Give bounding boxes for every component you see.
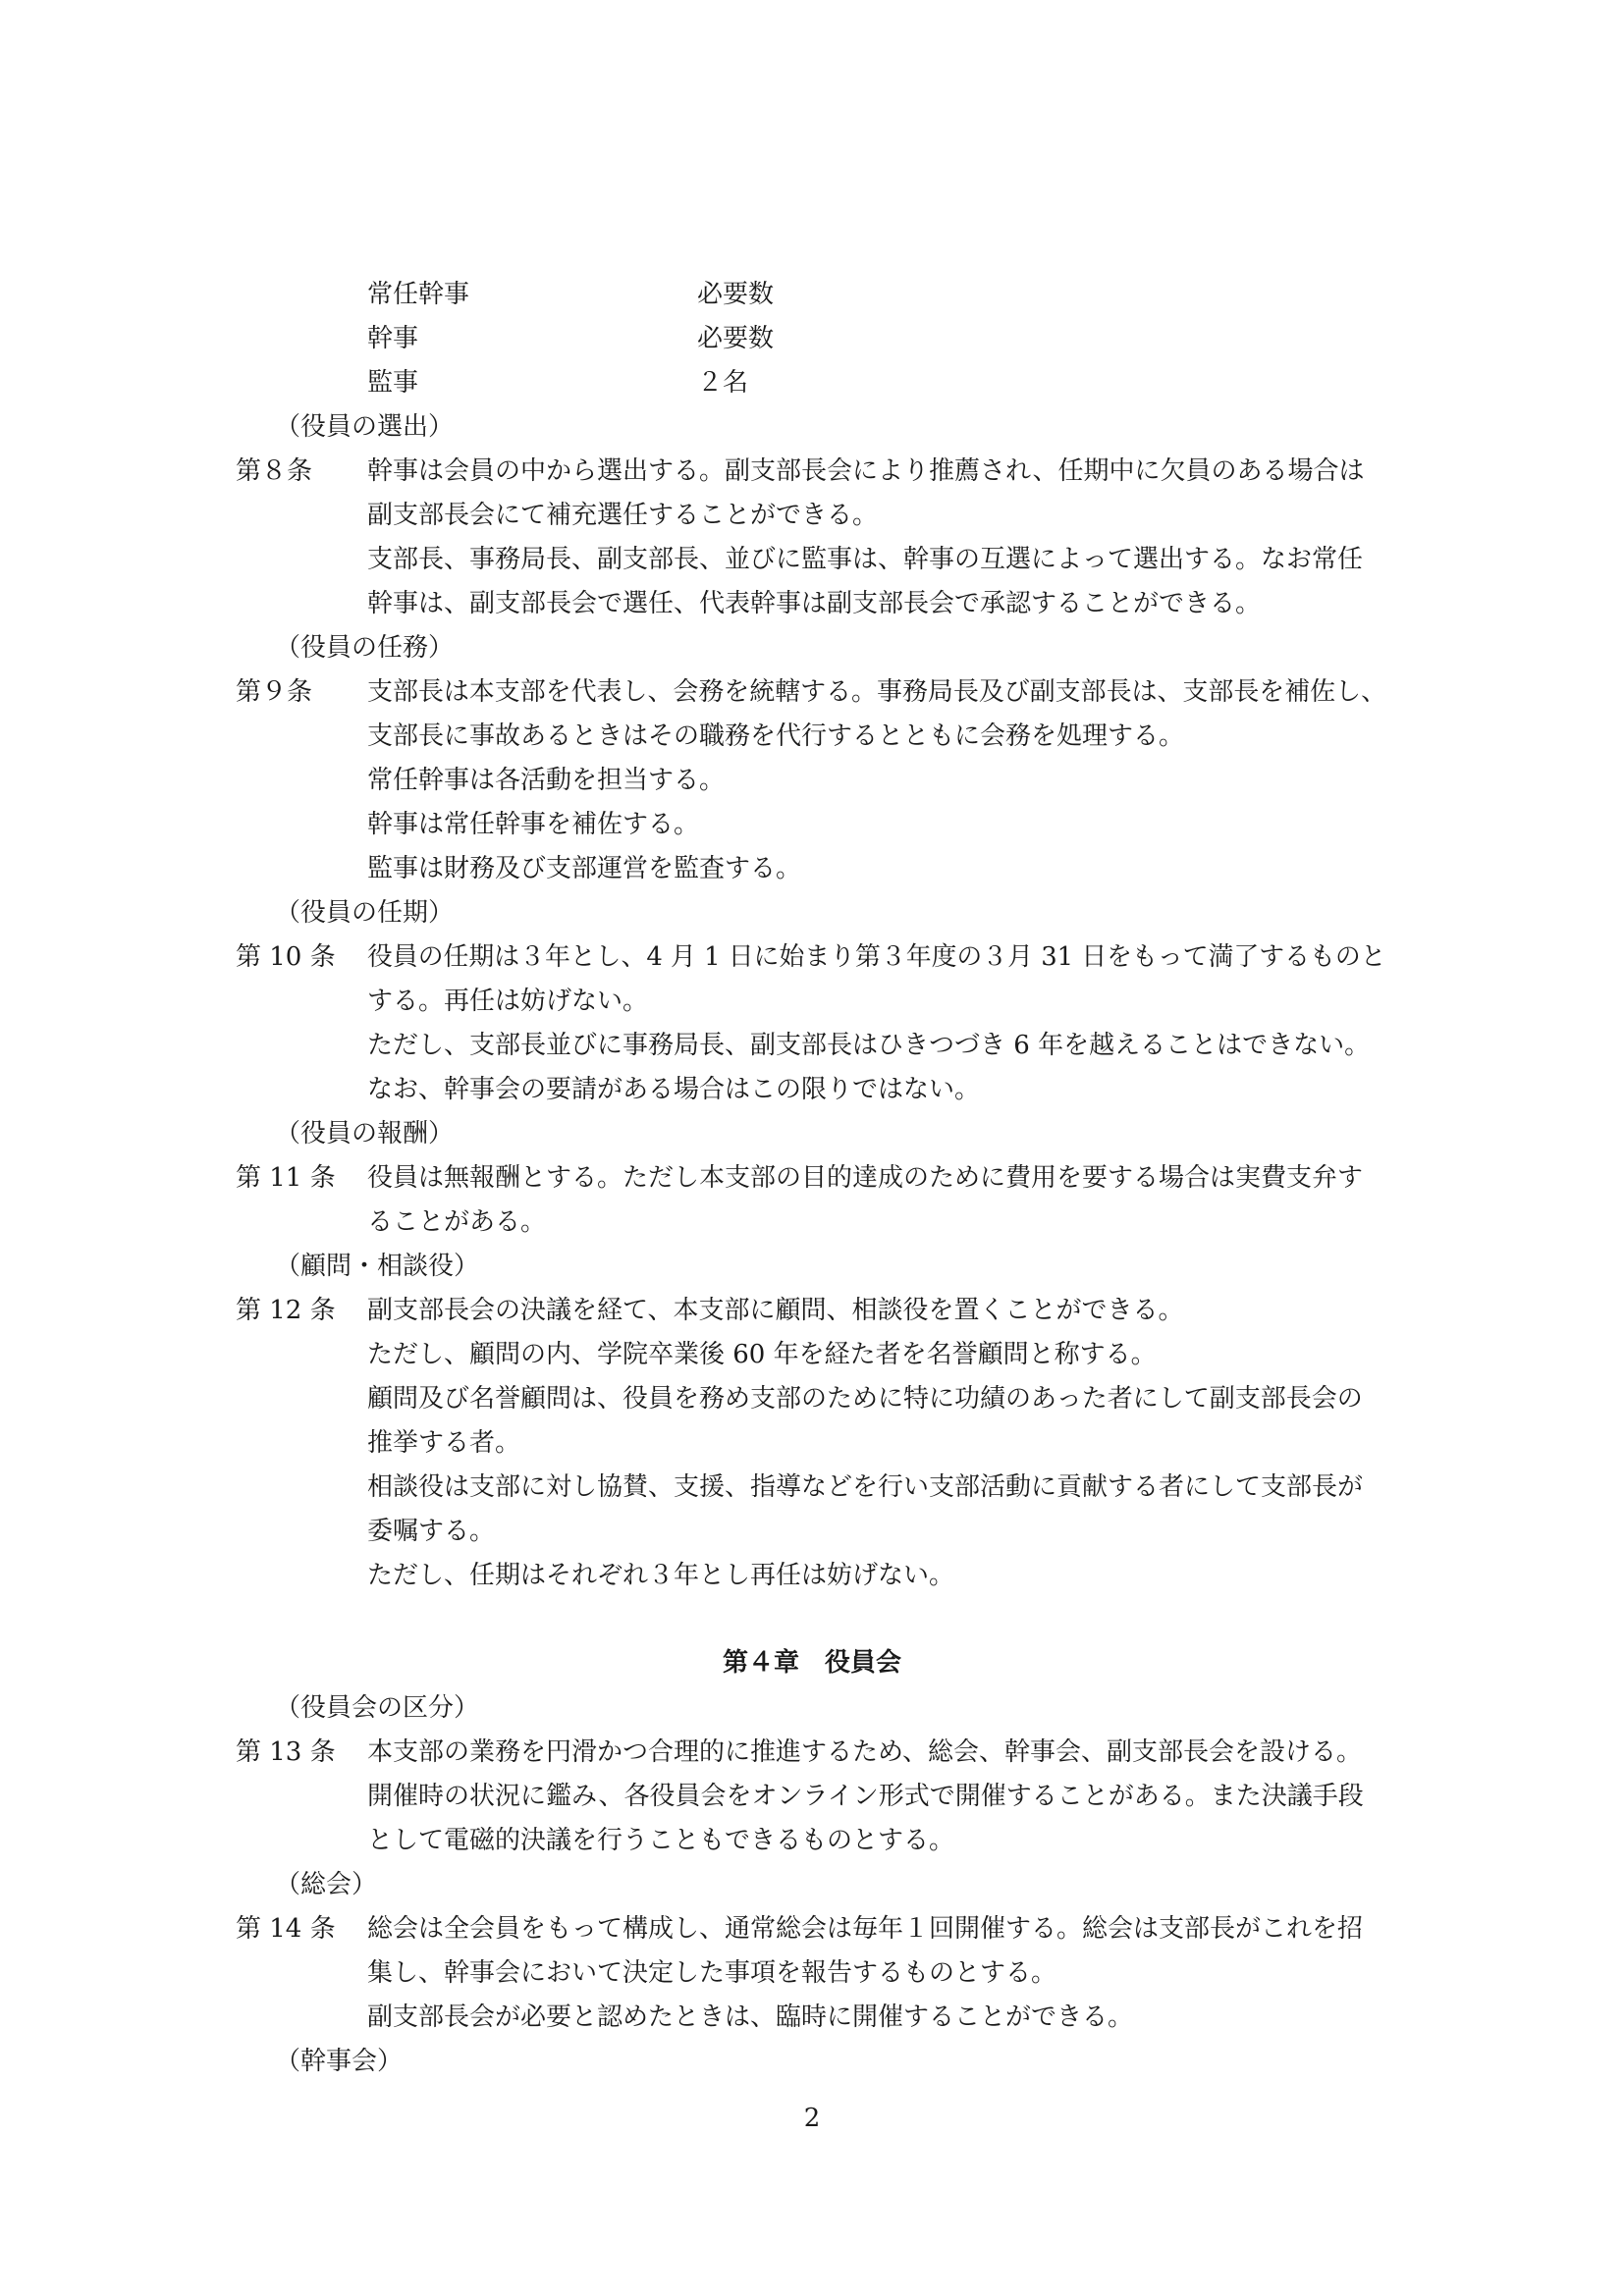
article-text: 幹事は会員の中から選出する。副支部長会により推薦され、任期中に欠員のある場合は (367, 456, 1365, 486)
article-caption: （役員の任務） (275, 633, 455, 663)
article-number: 第 13 条 (236, 1737, 336, 1767)
article-text-continued: 支部長、事務局長、副支部長、並びに監事は、幹事の互選によって選出する。なお常任 (367, 545, 1364, 574)
article-caption: （総会） (275, 1870, 378, 1899)
article-number: 第 12 条 (236, 1296, 336, 1325)
role-name: 幹事 (367, 324, 419, 353)
article-text-continued: 常任幹事は各活動を担当する。 (367, 766, 726, 795)
article-text-continued: 支部長に事故あるときはその職務を代行するとともに会務を処理する。 (367, 721, 1185, 751)
role-count: ２名 (697, 368, 749, 398)
role-count: 必要数 (697, 324, 775, 353)
article-text-continued: なお、幹事会の要請がある場合はこの限りではない。 (367, 1075, 981, 1104)
article-text-continued: ただし、支部長並びに事務局長、副支部長はひきつづき 6 年を越えることはできない。 (367, 1031, 1371, 1060)
chapter-heading: 第４章 役員会 (722, 1648, 901, 1678)
article-text-continued: 推挙する者。 (367, 1428, 521, 1458)
article-caption: （役員の選出） (275, 412, 455, 442)
role-name: 監事 (367, 368, 419, 398)
article-text: 副支部長会の決議を経て、本支部に顧問、相談役を置くことができる。 (367, 1296, 1184, 1325)
article-text-continued: 監事は財務及び支部運営を監査する。 (367, 854, 802, 883)
article-text: 役員の任期は３年とし、4 月 1 日に始まり第３年度の３月 31 日をもって満了するものと (367, 942, 1386, 972)
article-text: 支部長は本支部を代表し、会務を統轄する。事務局長及び副支部長は、支部長を補佐し、 (367, 677, 1387, 707)
article-text: 本支部の業務を円滑かつ合理的に推進するため、総会、幹事会、副支部長会を設ける。 (367, 1737, 1362, 1767)
article-text-continued: 相談役は支部に対し協賛、支援、指導などを行い支部活動に貢献する者にして支部長が (367, 1472, 1364, 1502)
article-number: 第 10 条 (236, 942, 336, 972)
article-text-continued: 副支部長会にて補充選任することができる。 (367, 501, 879, 530)
article-text-continued: する。再任は妨げない。 (367, 987, 649, 1016)
article-text-continued: ることがある。 (367, 1207, 547, 1237)
article-text-continued: として電磁的決議を行うこともできるものとする。 (367, 1826, 955, 1855)
article-text-continued: ただし、任期はそれぞれ３年とし再任は妨げない。 (367, 1561, 955, 1590)
role-count: 必要数 (697, 280, 775, 309)
article-number: 第８条 (236, 456, 313, 486)
article-text-continued: 幹事は常任幹事を補佐する。 (367, 810, 700, 839)
article-text-continued: ただし、顧問の内、学院卒業後 60 年を経た者を名誉顧問と称する。 (367, 1340, 1157, 1369)
article-text-continued: 副支部長会が必要と認めたときは、臨時に開催することができる。 (367, 2002, 1134, 2032)
article-number: 第９条 (236, 677, 313, 707)
article-text-continued: 開催時の状況に鑑み、各役員会をオンライン形式で開催することがある。また決議手段 (367, 1782, 1364, 1811)
article-text-continued: 委嘱する。 (367, 1517, 496, 1546)
article-caption: （役員会の区分） (275, 1693, 480, 1723)
article-number: 第 11 条 (236, 1163, 336, 1193)
article-caption: （役員の任期） (275, 898, 455, 928)
article-text: 役員は無報酬とする。ただし本支部の目的達成のために費用を要する場合は実費支弁す (367, 1163, 1364, 1193)
article-text-continued: 顧問及び名誉顧問は、役員を務め支部のために特に功績のあった者にして副支部長会の (367, 1384, 1363, 1414)
page-number: 2 (803, 2104, 821, 2133)
article-text: 総会は全会員をもって構成し、通常総会は毎年１回開催する。総会は支部長がこれを招 (367, 1914, 1364, 1944)
article-caption: （顧問・相談役） (275, 1252, 480, 1281)
article-caption: （幹事会） (275, 2047, 404, 2076)
article-caption: （役員の報酬） (275, 1119, 455, 1148)
role-name: 常任幹事 (367, 280, 470, 309)
article-number: 第 14 条 (236, 1914, 336, 1944)
article-text-continued: 幹事は、副支部長会で選任、代表幹事は副支部長会で承認することができる。 (367, 589, 1262, 618)
article-text-continued: 集し、幹事会において決定した事項を報告するものとする。 (367, 1958, 1057, 1988)
